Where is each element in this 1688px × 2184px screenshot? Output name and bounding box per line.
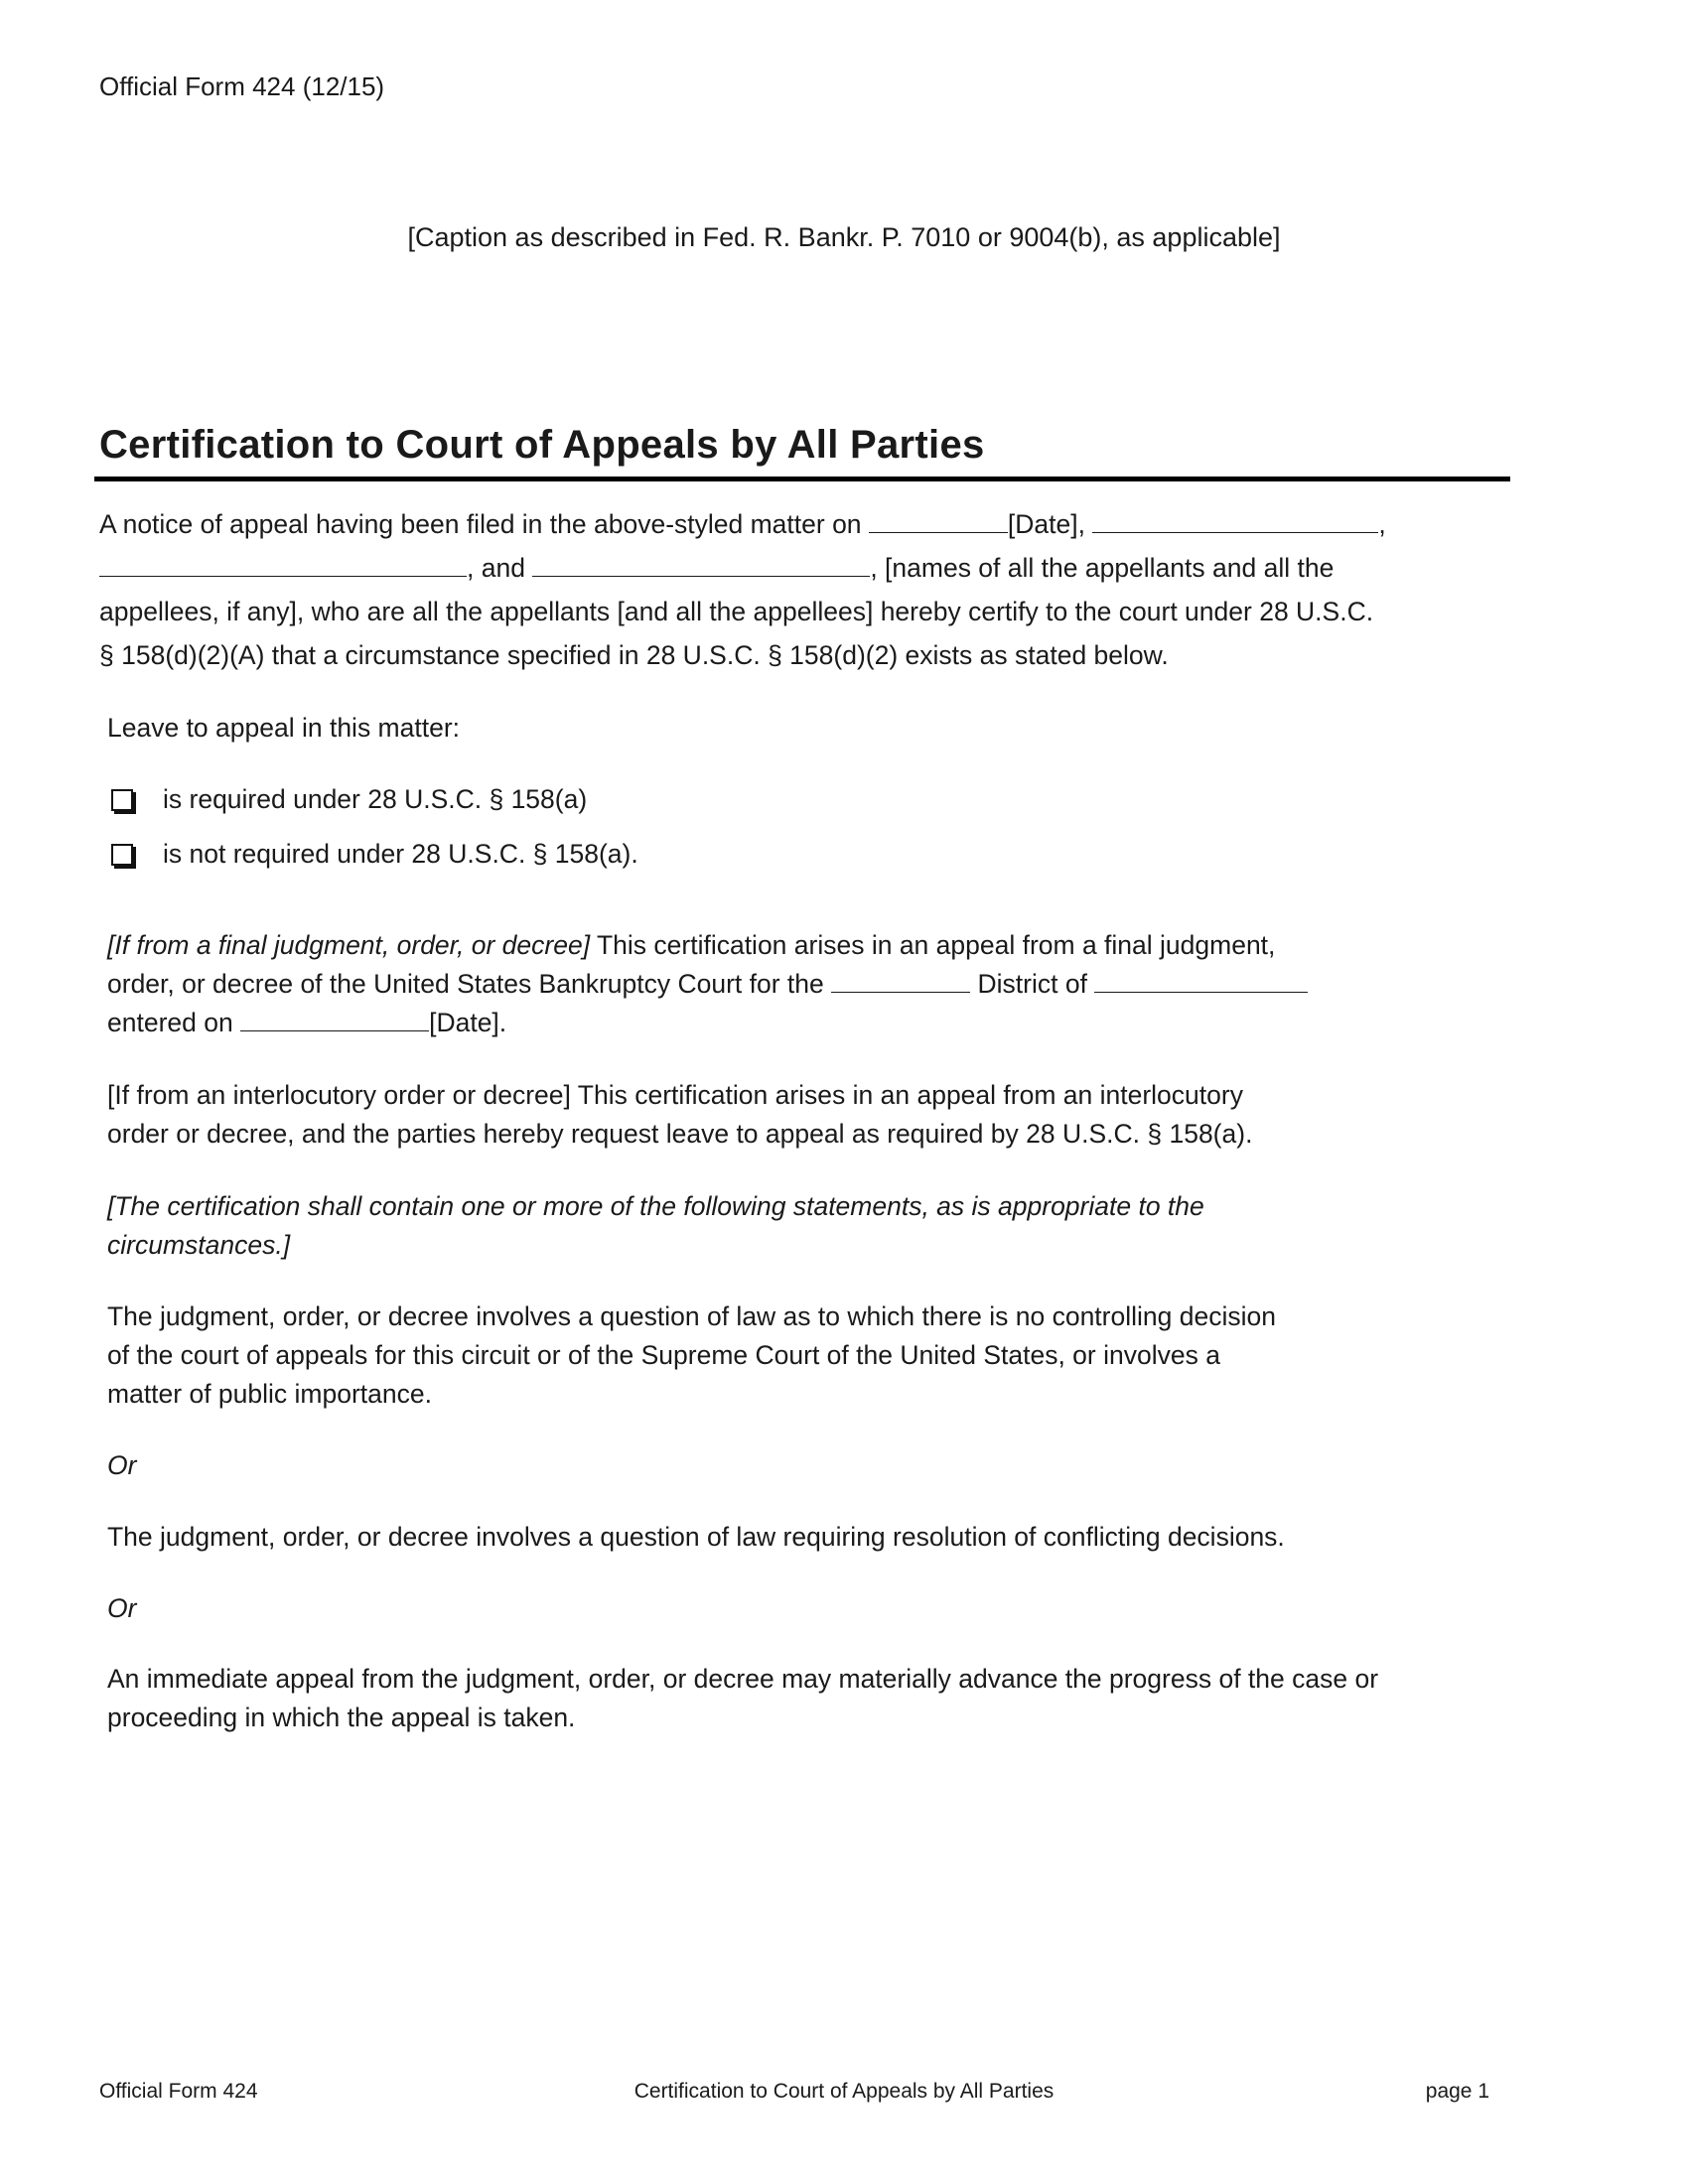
appellant-name-blank-2[interactable] xyxy=(99,554,467,577)
appellant-name-blank-1[interactable] xyxy=(1092,510,1378,533)
statement-3-line-1: An immediate appeal from the judgment, order, or decree may materially advance the progress of the case or xyxy=(107,1664,1379,1694)
notice-line-1: A notice of appeal having been filed in the above-styled matter on [Date], , xyxy=(99,509,1386,539)
final-judgment-line-2: order, or decree of the United States Bankruptcy Court for the District of xyxy=(107,965,1517,1004)
notice-line-3: appellees, if any], who are all the appellants [and all the appellees] hereby certify to the court under 28 U.S.C. xyxy=(99,597,1374,626)
appellant-name-blank-3[interactable] xyxy=(532,554,870,577)
statement-1-line-1: The judgment, order, or decree involves a question of law as to which there is no controlling decision xyxy=(107,1301,1276,1331)
filing-date-blank[interactable] xyxy=(869,510,1008,533)
instruction-line-2: circumstances.] xyxy=(107,1230,291,1260)
statement-conflicting-decisions: The judgment, order, or decree involves a question of law requiring resolution of conflicting decisions. xyxy=(107,1522,1285,1552)
footer-page-number: page 1 xyxy=(1425,2080,1489,2103)
instruction-line-1: [The certification shall contain one or more of the following statements, as is appropriate to the xyxy=(107,1191,1204,1221)
interlocutory-paragraph xyxy=(107,1076,1517,1154)
form-identifier: Official Form 424 (12/15) xyxy=(99,71,385,101)
entered-date-blank[interactable] xyxy=(240,1009,429,1031)
checkbox-required[interactable] xyxy=(111,789,133,811)
title-rule xyxy=(94,477,1510,481)
final-judgment-line-1: [If from a final judgment, order, or decree] This certification arises in an appeal from a final judgment, xyxy=(107,930,1276,960)
statement-1-line-3: matter of public importance. xyxy=(107,1379,432,1409)
statement-1-line-2: of the court of appeals for this circuit or of the Supreme Court of the United States, or involves a xyxy=(107,1340,1220,1370)
notice-line-4: § 158(d)(2)(A) that a circumstance specified in 28 U.S.C. § 158(d)(2) exists as stated below. xyxy=(99,640,1169,670)
option-not-required[interactable] xyxy=(111,839,638,870)
caption-instruction: [Caption as described in Fed. R. Bankr. P. 7010 or 9004(b), as applicable] xyxy=(407,222,1281,252)
leave-heading: Leave to appeal in this matter: xyxy=(107,713,461,743)
instruction-paragraph xyxy=(107,1187,1517,1265)
footer-title: Certification to Court of Appeals by All Parties xyxy=(633,2080,1055,2103)
option-required-label: is required under 28 U.S.C. § 158(a) xyxy=(163,784,588,814)
or-separator-2: Or xyxy=(107,1593,137,1623)
page-title: Certification to Court of Appeals by All Parties xyxy=(99,423,985,467)
interlocutory-line-2: order or decree, and the parties hereby request leave to appeal as required by 28 U.S.C. § 158(a). xyxy=(107,1119,1253,1149)
interlocutory-line-1: [If from an interlocutory order or decree] This certification arises in an appeal from an interlocutory xyxy=(107,1080,1243,1110)
statement-immediate-appeal xyxy=(107,1660,1517,1737)
final-judgment-line-3: entered on [Date]. xyxy=(107,1008,507,1037)
statement-3-line-2: proceeding in which the appeal is taken. xyxy=(107,1703,576,1732)
district-blank[interactable] xyxy=(831,970,970,993)
checkbox-not-required[interactable] xyxy=(111,844,133,866)
final-judgment-paragraph xyxy=(107,926,1517,1042)
state-blank[interactable] xyxy=(1094,970,1308,993)
notice-paragraph xyxy=(99,502,1509,677)
notice-line-2: , and , [names of all the appellants and all the xyxy=(99,546,1509,590)
option-required[interactable] xyxy=(111,784,587,815)
statement-controlling-decision xyxy=(107,1297,1517,1414)
footer-form-name: Official Form 424 xyxy=(99,2080,258,2103)
or-separator-1: Or xyxy=(107,1450,137,1480)
option-not-required-label: is not required under 28 U.S.C. § 158(a). xyxy=(163,839,638,869)
